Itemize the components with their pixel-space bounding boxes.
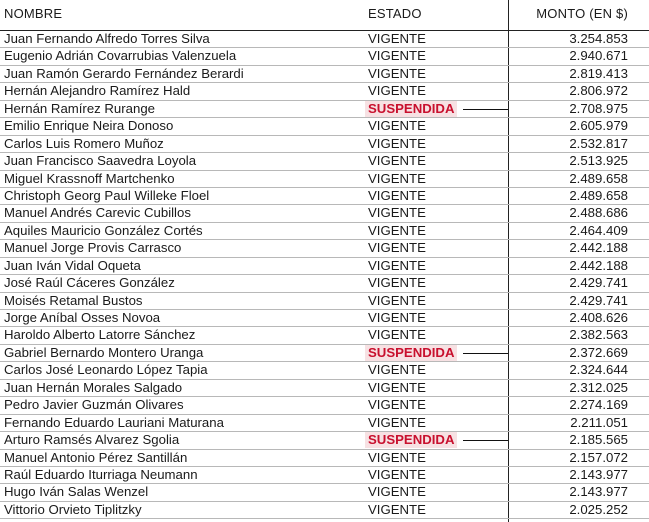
cell-monto: 2.185.565	[569, 432, 628, 448]
cell-monto: 2.382.563	[569, 327, 628, 343]
cell-estado: VIGENTE	[368, 449, 426, 465]
table-row	[0, 136, 649, 153]
cell-estado: VIGENTE	[368, 257, 426, 273]
cell-estado: VIGENTE	[368, 362, 426, 378]
cell-nombre: Carlos José Leonardo López Tapia	[4, 362, 208, 378]
table-row	[0, 467, 649, 484]
cell-nombre: Manuel Andrés Carevic Cubillos	[4, 205, 191, 221]
cell-nombre: Juan Hernán Morales Salgado	[4, 379, 183, 395]
cell-nombre: Miguel Krassnoff Martchenko	[4, 170, 175, 186]
cell-estado: VIGENTE	[368, 118, 426, 134]
cell-monto: 2.429.741	[569, 275, 628, 291]
cell-nombre: Eugenio Adrián Covarrubias Valenzuela	[4, 48, 237, 64]
cell-monto: 2.211.051	[570, 414, 628, 430]
cell-monto: 2.488.686	[569, 205, 628, 221]
cell-estado: VIGENTE	[368, 205, 426, 221]
cell-nombre: Fernando Eduardo Lauriani Maturana	[4, 414, 224, 430]
cell-monto: 2.157.072	[569, 449, 628, 465]
cell-estado: VIGENTE	[368, 501, 426, 517]
cell-monto: 2.442.188	[569, 257, 628, 273]
cell-nombre: Gabriel Bernardo Montero Uranga	[4, 344, 204, 360]
table-row	[0, 275, 649, 292]
cell-monto: 2.708.975	[569, 100, 628, 116]
table-row	[0, 327, 649, 344]
cell-nombre: Haroldo Alberto Latorre Sánchez	[4, 327, 196, 343]
suspension-connector-line	[463, 440, 508, 441]
table-row	[0, 101, 649, 118]
cell-monto: 2.372.669	[569, 344, 628, 360]
table-row	[0, 83, 649, 100]
cell-monto: 2.429.741	[569, 292, 628, 308]
table-row	[0, 397, 649, 414]
cell-estado: VIGENTE	[368, 48, 426, 64]
cell-estado: VIGENTE	[368, 83, 426, 99]
cell-nombre: Pedro Javier Guzmán Olivares	[4, 397, 184, 413]
cell-estado: VIGENTE	[368, 153, 426, 169]
cell-nombre: Aquiles Mauricio González Cortés	[4, 222, 203, 238]
table-row	[0, 223, 649, 240]
cell-nombre: José Raúl Cáceres González	[4, 275, 175, 291]
cell-nombre: Raúl Eduardo Iturriaga Neumann	[4, 466, 198, 482]
table-row	[0, 66, 649, 83]
table-row	[0, 362, 649, 379]
cell-nombre: Manuel Antonio Pérez Santillán	[4, 449, 188, 465]
cell-monto: 3.254.853	[569, 31, 628, 46]
cell-nombre: Hernán Ramírez Rurange	[4, 100, 155, 116]
cell-estado: VIGENTE	[368, 187, 426, 203]
cell-monto: 2.464.409	[569, 222, 628, 238]
cell-estado: VIGENTE	[368, 414, 426, 430]
table-row	[0, 258, 649, 275]
table-row	[0, 188, 649, 205]
cell-nombre: Moisés Retamal Bustos	[4, 292, 143, 308]
cell-estado: VIGENTE	[368, 170, 426, 186]
cell-monto: 2.312.025	[569, 379, 628, 395]
table-row	[0, 240, 649, 257]
cell-nombre: Emilio Enrique Neira Donoso	[4, 118, 174, 134]
header-estado: ESTADO	[368, 6, 422, 21]
cell-monto: 2.274.169	[569, 397, 628, 413]
table-row	[0, 205, 649, 222]
suspension-connector-line	[463, 109, 508, 110]
cell-nombre: Juan Ramón Gerardo Fernández Berardi	[4, 65, 244, 81]
table-header	[0, 0, 649, 31]
header-nombre: NOMBRE	[4, 6, 63, 21]
cell-nombre: Vittorio Orvieto Tiplitzky	[4, 501, 142, 517]
cell-nombre: Hernán Alejandro Ramírez Hald	[4, 83, 191, 99]
table-row	[0, 450, 649, 467]
cell-monto: 2.489.658	[569, 187, 628, 203]
cell-monto: 2.143.977	[569, 484, 628, 500]
cell-nombre: Arturo Ramsés Alvarez Sgolia	[4, 432, 180, 448]
table-body	[0, 31, 649, 519]
cell-estado: VIGENTE	[368, 397, 426, 413]
suspension-connector-line	[463, 353, 508, 354]
table-row	[0, 432, 649, 449]
status-badge-suspendida: SUSPENDIDA	[365, 101, 457, 117]
cell-nombre: Carlos Luis Romero Muñoz	[4, 135, 164, 151]
table-row	[0, 345, 649, 362]
cell-monto: 2.532.817	[569, 135, 628, 151]
cell-estado: VIGENTE	[368, 466, 426, 482]
cell-nombre: Juan Francisco Saavedra Loyola	[4, 153, 197, 169]
cell-estado: VIGENTE	[368, 310, 426, 325]
cell-nombre: Hugo Iván Salas Wenzel	[4, 484, 149, 500]
table-row	[0, 118, 649, 135]
cell-monto: 2.819.413	[569, 65, 628, 81]
table-row	[0, 484, 649, 501]
table-row	[0, 310, 649, 327]
table-row	[0, 31, 649, 48]
table-row	[0, 153, 649, 170]
cell-nombre: Christoph Georg Paul Willeke Floel	[4, 187, 210, 203]
cell-monto: 2.143.977	[569, 466, 628, 482]
header-monto: MONTO (EN $)	[536, 6, 628, 21]
cell-monto: 2.408.626	[569, 310, 628, 325]
cell-nombre: Manuel Jorge Provis Carrasco	[4, 240, 182, 256]
cell-monto: 2.806.972	[569, 83, 628, 99]
cell-estado: VIGENTE	[368, 240, 426, 256]
table-row	[0, 48, 649, 65]
table-row	[0, 380, 649, 397]
cell-nombre: Juan Iván Vidal Oqueta	[4, 257, 141, 273]
table-row	[0, 171, 649, 188]
cell-estado: VIGENTE	[368, 135, 426, 151]
table-row	[0, 293, 649, 310]
cell-estado: VIGENTE	[368, 65, 426, 81]
cell-nombre: Jorge Aníbal Osses Novoa	[4, 310, 161, 325]
cell-monto: 2.442.188	[569, 240, 628, 256]
cell-monto: 2.940.671	[569, 48, 628, 64]
status-badge-suspendida: SUSPENDIDA	[365, 432, 457, 448]
status-badge-suspendida: SUSPENDIDA	[365, 345, 457, 361]
cell-estado: VIGENTE	[368, 327, 426, 343]
cell-monto: 2.605.979	[569, 118, 628, 134]
cell-monto: 2.324.644	[569, 362, 628, 378]
cell-estado: VIGENTE	[368, 379, 426, 395]
cell-monto: 2.513.925	[569, 153, 628, 169]
cell-estado: VIGENTE	[368, 31, 426, 46]
cell-estado: VIGENTE	[368, 222, 426, 238]
cell-monto: 2.489.658	[569, 170, 628, 186]
table-row	[0, 415, 649, 432]
cell-nombre: Juan Fernando Alfredo Torres Silva	[4, 31, 210, 46]
table-row	[0, 502, 649, 519]
cell-estado: VIGENTE	[368, 484, 426, 500]
cell-monto: 2.025.252	[569, 501, 628, 517]
cell-estado: VIGENTE	[368, 275, 426, 291]
cell-estado: VIGENTE	[368, 292, 426, 308]
